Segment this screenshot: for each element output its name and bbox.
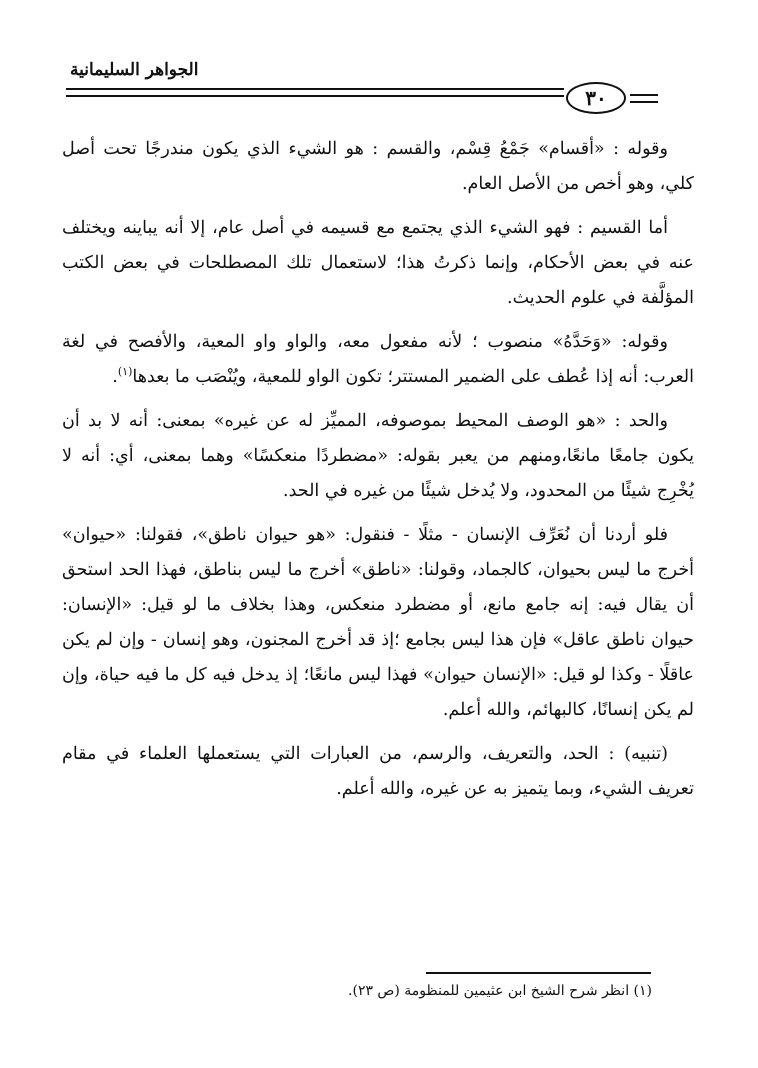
header-rule-right-bottom (630, 101, 658, 103)
footnote-separator (426, 972, 651, 974)
paragraph-tail: . (112, 367, 118, 387)
main-text (62, 132, 694, 816)
paragraph: والحد : «هو الوصف المحيط بموصوفه، المميِّز له عن غيره» بمعنى: أنه لا بد أن يكون جامعًا مانعًا،ومنهم من يعبر بقوله: «مضطردًا منعكسًا» وهما بمعنى، أي: أنه لا يُخْرِج شيئًا من المحدود، ولا يُدخل شيئًا من غيره في الحد. (62, 411, 694, 501)
paragraph: فلو أردنا أن نُعَرِّف الإنسان - مثلًا - فنقول: «هو حيوان ناطق»، فقولنا: «حيوان» أخرج ما ليس بحيوان، كالجماد، وقولنا: «ناطق» أخرج ما ليس بناطق، فهذا الحد استحق أن يقال فيه: إنه جامع مانع، أو مضطرد منعكس، وهذا بخلاف ما لو قيل: «الإنسان: حيوان ناطق عاقل» فإن هذا ليس بجامع ؛إذ قد أخرج المجنون، وهو إنسان - وإن لم يكن عاقلًا - وكذا لو قيل: «الإنسان حيوان» فهذا ليس مانعًا؛ إذ يدخل فيه كل ما فيه حياة، وإن لم يكن إنسانًا، كالبهائم، والله أعلم. (62, 525, 694, 720)
paragraph: أما القسيم : فهو الشيء الذي يجتمع مع قسيمه في أصل عام، إلا أنه يباينه ويختلف عنه في بعض الأحكام، وإنما ذكرتُ هذا؛ لاستعمال تلك المصطلحات في بعض الكتب المؤلَّفة في علوم الحديث. (62, 218, 694, 308)
header-rule-right-top (630, 94, 658, 96)
header-rule-top (66, 88, 564, 90)
footnote: (١) انظر شرح الشيخ ابن عثيمين للمنظومة (ص ٢٣). (348, 983, 652, 999)
paragraph-text: وقوله: «وَحَدَّهُ» منصوب ؛ لأنه مفعول معه، والواو واو المعية، والأفصح في لغة العرب: أنه إذا عُطف على الضمير المستتر؛ تكون الواو للمعية، ويُنْصَب ما بعدها (62, 332, 694, 387)
page-number: ٣٠ (585, 86, 607, 110)
paragraph: وقوله : «أقسام» جَمْعُ قِسْم، والقسم : هو الشيء الذي يكون مندرجًا تحت أصل كلي، وهو أخص من الأصل العام. (62, 139, 694, 194)
running-header-title: الجواهر السليمانية (70, 60, 199, 80)
page-number-badge (566, 82, 626, 114)
header-rule-bottom (66, 95, 564, 97)
footnote-reference[interactable]: (١) (117, 365, 133, 379)
paragraph (62, 325, 694, 395)
paragraph: (تنبيه) : الحد، والتعريف، والرسم، من العبارات التي يستعملها العلماء في مقام تعريف الشيء، وبما يتميز به عن غيره، والله أعلم. (62, 744, 694, 799)
